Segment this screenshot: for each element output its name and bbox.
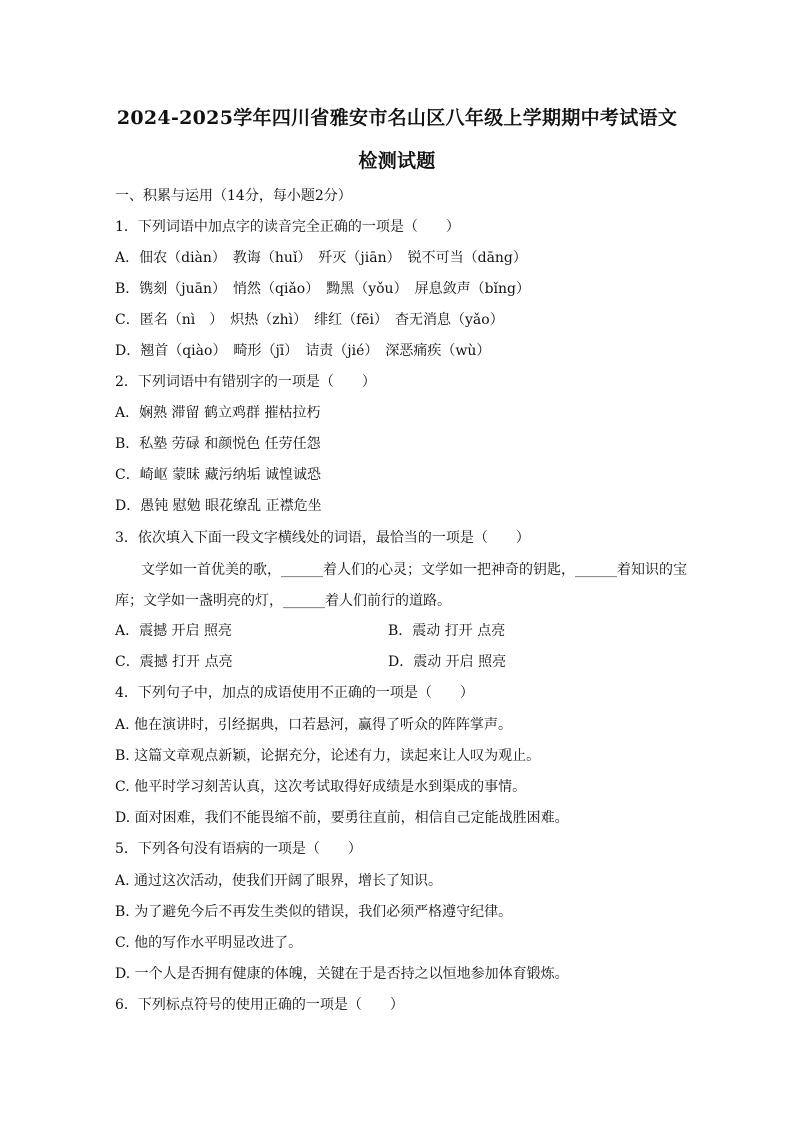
question-6-stem: 6．下列标点符号的使用正确的一项是（ ） xyxy=(115,997,404,1013)
question-4-stem: 4．下列句子中，加点的成语使用不正确的一项是（ ） xyxy=(115,685,474,701)
question-1-option-d: D．翘首（qiào） 畸形（jī） 诘责（jié） 深恶痛疾（wù） xyxy=(115,343,491,359)
question-2-option-c: C．崎岖 蒙昧 藏污纳垢 诚惶诚恐 xyxy=(115,467,322,483)
question-1-option-b: B．镌刻（juān） 悄然（qiǎo） 黝黑（yǒu） 屏息敛声（bǐng） xyxy=(115,281,530,297)
document-title-line1: 2024-2025学年四川省雅安市名山区八年级上学期期中考试语文 xyxy=(116,107,678,129)
question-5-option-a: A. 通过这次活动，使我们开阔了眼界，增长了知识。 xyxy=(115,873,443,889)
question-3-option-d: D．震动 开启 照亮 xyxy=(388,654,507,670)
question-4-option-d: D. 面对困难，我们不能畏缩不前，要勇往直前，相信自己定能战胜困难。 xyxy=(115,810,569,826)
document-title-line2: 检测试题 xyxy=(358,150,436,172)
question-3-option-a: A．震撼 开启 照亮 xyxy=(115,623,233,639)
question-5-option-d: D. 一个人是否拥有健康的体魄，关键在于是否持之以恒地参加体育锻炼。 xyxy=(115,966,569,982)
question-4-option-a: A. 他在演讲时，引经据典，口若悬河，赢得了听众的阵阵掌声。 xyxy=(115,717,513,733)
question-2-option-a: A．娴熟 滞留 鹤立鸡群 摧枯拉朽 xyxy=(115,405,321,421)
question-1-option-c: C．匿名（nì ） 炽热（zhì） 绯红（fēi） 杳无消息（yǎo） xyxy=(115,312,504,328)
question-4-option-b: B. 这篇文章观点新颖，论据充分，论述有力，读起来让人叹为观止。 xyxy=(115,748,541,764)
question-5-stem: 5．下列各句没有语病的一项是（ ） xyxy=(115,841,362,857)
question-5-option-c: C. 他的写作水平明显改进了。 xyxy=(115,935,303,951)
question-3-passage-line2: 库；文学如一盏明亮的灯，______着人们前行的道路。 xyxy=(115,593,451,609)
section-heading: 一、积累与运用（14分，每小题2分） xyxy=(115,188,352,204)
question-3-option-c: C．震撼 打开 点亮 xyxy=(115,654,233,670)
question-3-option-b: B．震动 打开 点亮 xyxy=(388,623,506,639)
question-4-option-c: C. 他平时学习刻苦认真，这次考试取得好成绩是水到渠成的事情。 xyxy=(115,779,527,795)
question-3-passage-line1: 文学如一首优美的歌，______着人们的心灵；文学如一把神奇的钥匙，______着知识的宝 xyxy=(141,562,687,578)
question-2-option-b: B．私塾 劳碌 和颜悦色 任劳任怨 xyxy=(115,436,321,452)
question-1-stem: 1．下列词语中加点字的读音完全正确的一项是（ ） xyxy=(115,219,460,235)
question-5-option-b: B. 为了避免今后不再发生类似的错误，我们必须严格遵守纪律。 xyxy=(115,904,513,920)
question-2-stem: 2．下列词语中有错别字的一项是（ ） xyxy=(115,374,376,390)
question-2-option-d: D．愚钝 慰勉 眼花缭乱 正襟危坐 xyxy=(115,498,322,514)
question-3-stem: 3．依次填入下面一段文字横线处的词语，最恰当的一项是（ ） xyxy=(115,530,530,546)
question-1-option-a: A．佃农（diàn） 教诲（huǐ） 歼灭（jiān） 锐不可当（dāng） xyxy=(115,250,527,266)
